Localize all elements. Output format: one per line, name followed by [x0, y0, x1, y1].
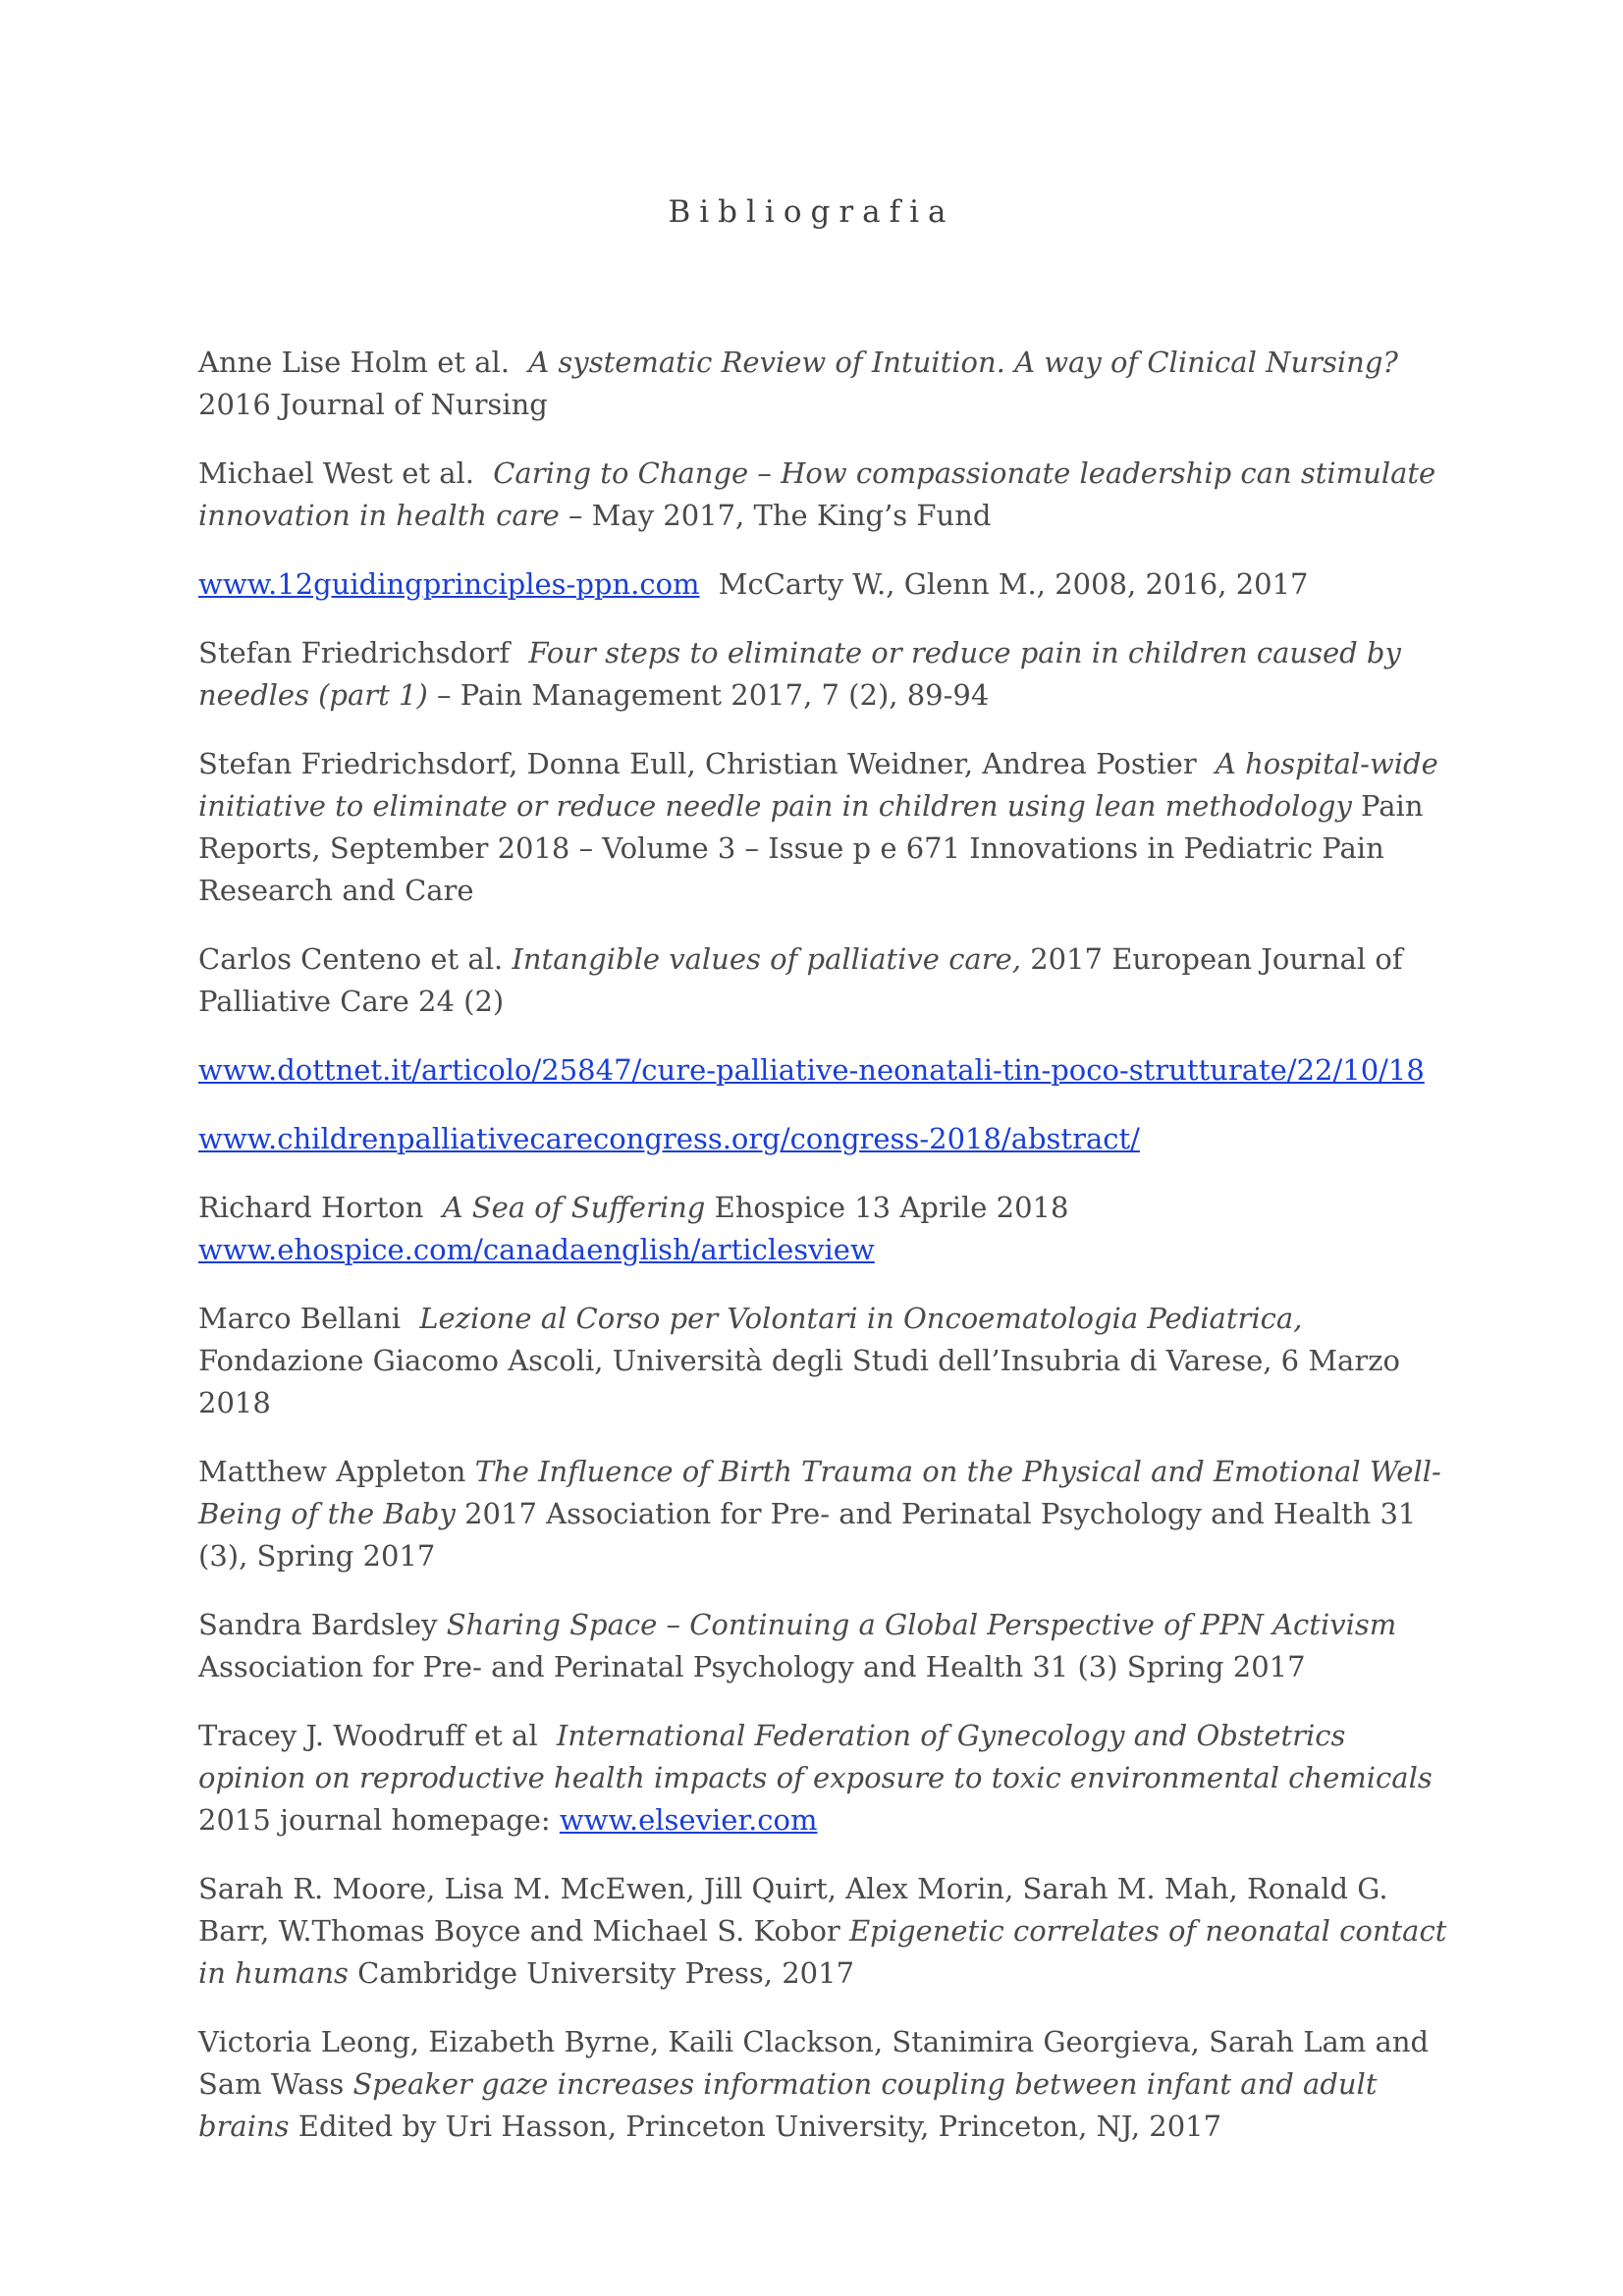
bib-title: The Influence of Birth Trauma on the Physical and Emotional Well-Being of the Baby [198, 1455, 1441, 1530]
bib-author: Matthew Appleton [198, 1455, 466, 1488]
bib-link[interactable]: www.dottnet.it/articolo/25847/cure-palliative-neonatali-tin-poco-strutturate/22/10/18 [198, 1053, 1425, 1087]
bib-entry [198, 1049, 1450, 1092]
bib-author: Michael West et al. [198, 456, 475, 490]
bib-entry [198, 563, 1450, 606]
bib-details: Ehospice 13 Aprile 2018 [714, 1191, 1069, 1224]
bib-details: 2017 Association for Pre- and Perinatal Psychology and Health 31 (3), Spring 2017 [198, 1497, 1417, 1573]
bib-details: Cambridge University Press, 2017 [357, 1956, 855, 1990]
bib-title: Lezione al Corso per Volontari in Oncoematologia Pediatrica, [419, 1302, 1303, 1335]
bib-details: 2016 Journal of Nursing [198, 388, 548, 421]
bib-title: Epigenetic correlates of neonatal contact in humans [198, 1914, 1447, 1990]
bib-title: Caring to Change – How compassionate leadership can stimulate innovation in health care [198, 456, 1436, 532]
bib-details: 2015 journal homepage: [198, 1803, 551, 1837]
bib-entry [198, 2021, 1450, 2148]
bib-title: A Sea of Suffering [442, 1191, 706, 1224]
bib-entry [198, 342, 1450, 426]
bib-details: Association for Pre- and Perinatal Psychology and Health 31 (3) Spring 2017 [198, 1650, 1306, 1683]
bib-link[interactable]: www.childrenpalliativecarecongress.org/congress-2018/abstract/ [198, 1122, 1140, 1155]
bib-author: Carlos Centeno et al. [198, 942, 504, 976]
bib-entry [198, 1451, 1450, 1577]
bib-entry [198, 1868, 1450, 1995]
bib-title: Intangible values of palliative care, [512, 942, 1021, 976]
bib-entry [198, 938, 1450, 1023]
bib-details: – May 2017, The King’s Fund [568, 499, 992, 532]
page-title: Bibliografia [668, 194, 955, 230]
bib-author: Stefan Friedrichsdorf, Donna Eull, Christian Weidner, Andrea Postier [198, 747, 1197, 780]
bib-title: Sharing Space – Continuing a Global Perspective of PPN Activism [446, 1608, 1397, 1641]
bib-entry [198, 1118, 1450, 1160]
bib-author: Anne Lise Holm et al. [198, 346, 511, 379]
bib-details: Fondazione Giacomo Ascoli, Università degli Studi dell’Insubria di Varese, 6 Marzo 2018 [198, 1344, 1400, 1419]
bib-author: Tracey J. Woodruff et al [198, 1719, 538, 1752]
bib-link[interactable]: www.ehospice.com/canadaenglish/articlesview [198, 1233, 875, 1266]
bib-author: Victoria Leong, Eizabeth Byrne, Kaili Clackson, Stanimira Georgieva, Sarah Lam and Sam Wass [198, 2025, 1430, 2101]
bib-details: Edited by Uri Hasson, Princeton University, Princeton, NJ, 2017 [298, 2109, 1222, 2143]
bib-entry [198, 1604, 1450, 1688]
bib-entry [198, 453, 1450, 537]
bib-entry [198, 1715, 1450, 1842]
bib-entry [198, 632, 1450, 717]
bib-entry [198, 1187, 1450, 1271]
bib-details: 2017 European Journal of Palliative Care 24 (2) [198, 942, 1403, 1018]
bib-title: Four steps to eliminate or reduce pain in children caused by needles (part 1) [198, 636, 1401, 712]
bib-entry [198, 743, 1450, 912]
bib-author: Richard Horton [198, 1191, 424, 1224]
bib-details: Pain Reports, September 2018 – Volume 3 – Issue p e 671 Innovations in Pediatric Pain Research and Care [198, 789, 1424, 907]
bib-author: Sarah R. Moore, Lisa M. McEwen, Jill Quirt, Alex Morin, Sarah M. Mah, Ronald G. Barr, W.Thomas Boyce and Michael S. Kobor [198, 1872, 1388, 1948]
bib-link[interactable]: www.elsevier.com [559, 1803, 818, 1837]
bib-title: A hospital-wide initiative to eliminate or reduce needle pain in children using lean methodology [198, 747, 1438, 823]
bib-title: A systematic Review of Intuition. A way of Clinical Nursing? [528, 346, 1398, 379]
bib-details: – Pain Management 2017, 7 (2), 89-94 [437, 678, 990, 712]
bib-link[interactable]: www.12guidingprinciples-ppn.com [198, 567, 700, 601]
bibliography-list [198, 342, 1450, 2174]
bib-title: Speaker gaze increases information coupling between infant and adult brains [198, 2067, 1378, 2143]
bib-title: International Federation of Gynecology and Obstetrics opinion on reproductive health impacts of exposure to toxic environmental chemicals [198, 1719, 1433, 1794]
bib-entry [198, 1298, 1450, 1424]
bib-details: McCarty W., Glenn M., 2008, 2016, 2017 [718, 567, 1309, 601]
bib-author: Marco Bellani [198, 1302, 402, 1335]
bib-author: Sandra Bardsley [198, 1608, 438, 1641]
bib-author: Stefan Friedrichsdorf [198, 636, 511, 669]
